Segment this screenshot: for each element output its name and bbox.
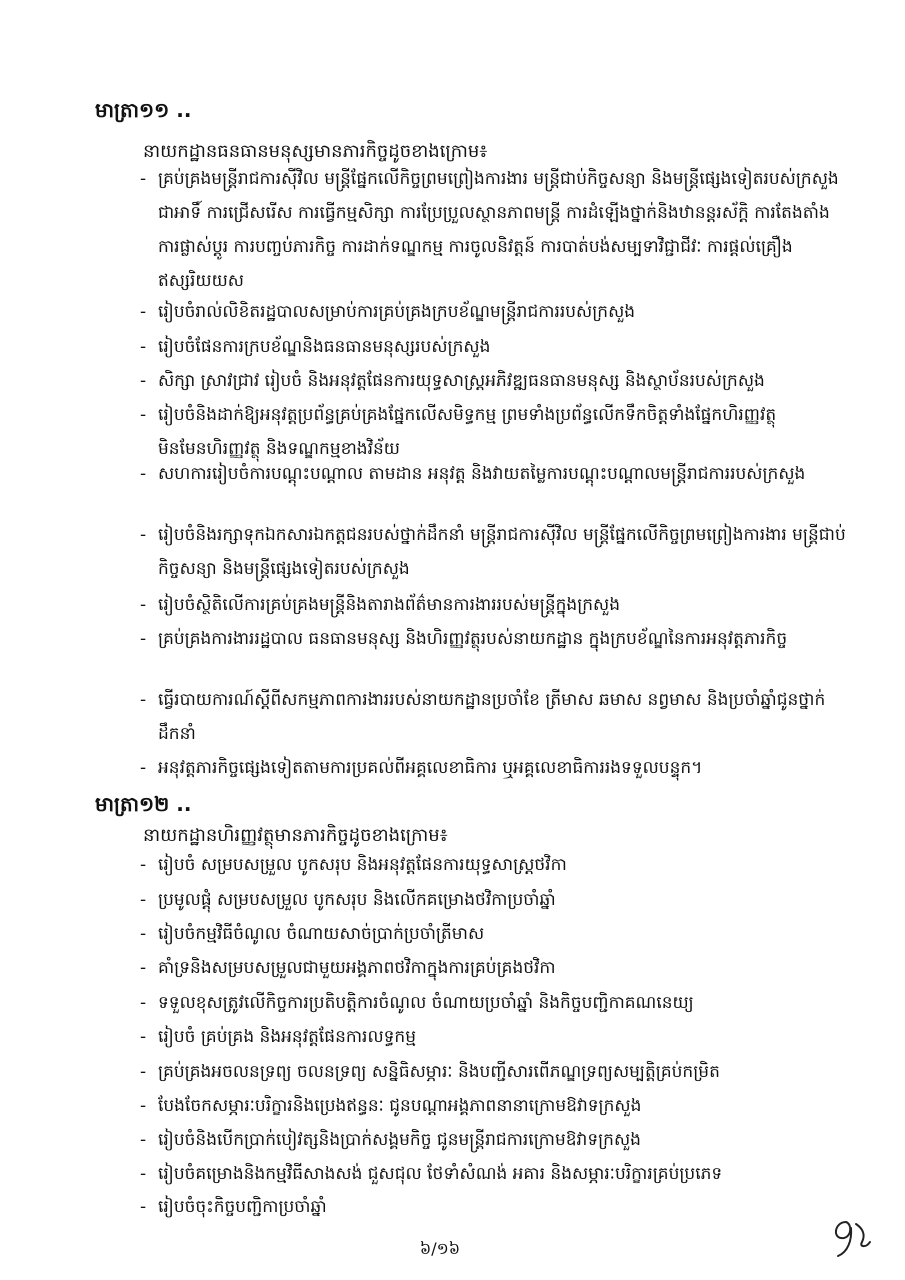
list-bullet: - xyxy=(140,1164,147,1184)
list-bullet: - xyxy=(140,1197,147,1217)
list-item-text: គ្រប់គ្រងអចលនទ្រព្យ ចលនទ្រព្យ សន្និធិសម្ភារៈ និងបញ្ជីសារពើភណ្ឌទ្រព្យសម្បត្តិគ្រប់កម្រិត xyxy=(158,1062,720,1082)
list-bullet: - xyxy=(140,924,147,944)
list-item-text: បែងចែកសម្ភារៈបរិក្ខារនិងប្រេងឥន្ធនៈ ជូនបណ្តាអង្គភាពនានាក្រោមឱវាទក្រសួង xyxy=(158,1096,642,1116)
list-item-text: រៀបចំ គ្រប់គ្រង និងអនុវត្តផែនការលទ្ធកម្ម xyxy=(158,1027,417,1047)
article-11-item-9 xyxy=(140,622,850,690)
list-item-text: គ្រប់គ្រងការងាររដ្ឋបាល ធនធានមនុស្ស និងហិរញ្ញវត្ថុរបស់នាយកដ្ឋាន ក្នុងក្របខ័ណ្ឌនៃការអនុវត្តភារកិច្ច xyxy=(158,629,788,649)
article-11-item-3 xyxy=(140,330,850,364)
list-item-text: រៀបចំនិងរក្សាទុកឯកសារឯកត្តជនរបស់ថ្នាក់ដឹកនាំ មន្ត្រីរាជការស៊ីវិល មន្ត្រីផ្នែកលើកិច្ចព្រមព្រៀងការងារ មន្ត្រីជាប់កិច្ចសន្យា និងមន្ត្រីផ្សេងទៀតរបស់ក្រសួង xyxy=(158,525,846,579)
article-12-item-3 xyxy=(140,917,850,951)
article-12-intro: នាយកដ្ឋានហិរញ្ញវត្ថុមានភារកិច្ចដូចខាងក្រោម៖ xyxy=(143,825,448,846)
list-item-text: រៀបចំស្ថិតិលើការគ្រប់គ្រងមន្ត្រីនិងតារាងព័ត៌មានការងាររបស់មន្ត្រីក្នុងក្រសួង xyxy=(158,595,621,615)
list-bullet: - xyxy=(140,595,147,615)
list-bullet: - xyxy=(140,371,147,391)
list-bullet: - xyxy=(140,337,147,357)
list-item-text: ធ្វើរបាយការណ៍ស្តីពីសកម្មភាពការងាររបស់នាយកដ្ឋានប្រចាំខែ ត្រីមាស ឆមាស នព្វមាស និងប្រចាំឆ្នាំជូនថ្នាក់ដឹកនាំ xyxy=(158,690,826,744)
list-item-text: រៀបចំរាល់លិខិតរដ្ឋបាលសម្រាប់ការគ្រប់គ្រងក្របខ័ណ្ឌមន្ត្រីរាជការរបស់ក្រសួង xyxy=(158,302,636,322)
list-bullet: - xyxy=(140,525,147,545)
list-bullet: - xyxy=(140,1130,147,1150)
list-bullet: - xyxy=(140,405,147,425)
initials-signature xyxy=(826,1214,878,1260)
list-bullet: - xyxy=(140,464,147,484)
list-bullet: - xyxy=(140,302,147,322)
article-12-heading: មាត្រា១២ .. xyxy=(95,792,192,816)
list-item-text: ប្រមូលផ្តុំ សម្របសម្រួល បូកសរុប និងលើកគម្រោងថវិកាប្រចាំឆ្នាំ xyxy=(158,890,556,910)
list-item-text: សិក្សា ស្រាវជ្រាវ រៀបចំ និងអនុវត្តផែនការយុទ្ធសាស្ត្រអភិវឌ្ឍធនធានមនុស្ស និងស្ថាប័នរបស់ក្រសួង xyxy=(158,371,765,391)
article-11-intro: នាយកដ្ឋានធនធានមនុស្សមានភារកិច្ចដូចខាងក្រោម៖ xyxy=(143,141,488,162)
article-12-item-9 xyxy=(140,1123,850,1157)
list-bullet: - xyxy=(140,1096,147,1116)
list-bullet: - xyxy=(140,958,147,978)
list-item-text: គ្រប់គ្រងមន្ត្រីរាជការស៊ីវិល មន្ត្រីផ្នែកលើកិច្ចព្រមព្រៀងការងារ មន្ត្រីជាប់កិច្ចសន្យា និងមន្ត្រីផ្សេងទៀតរបស់ក្រសួង ជាអាទិ៍ ការជ្រើសរើស ការធ្វើកម្មសិក្សា ការប្រែប្រួលស្ថានភាពមន្ត្រី ការដំឡើងថ្នាក់និងឋានន្តរស័ក្តិ ការតែងតាំង ការផ្លាស់ប្តូរ ការបញ្ចប់ភារកិច្ច ការដាក់ទណ្ឌកម្ម ការចូលនិវត្តន៍ ការបាត់បង់សម្បទាវិជ្ជាជីវៈ ការផ្តល់គ្រឿងឥស្សរិយយស xyxy=(158,169,839,291)
list-bullet: - xyxy=(140,169,147,189)
article-11-heading: មាត្រា១១ .. xyxy=(95,98,192,122)
list-item-text: សហការរៀបចំការបណ្តុះបណ្តាល តាមដាន អនុវត្ត និងវាយតម្លៃការបណ្តុះបណ្តាលមន្ត្រីរាជការរបស់ក្រសួង xyxy=(158,464,806,484)
list-item-text: រៀបចំគម្រោងនិងកម្មវិធីសាងសង់ ជួសជុល ថែទាំសំណង់ អគារ និងសម្ភារៈបរិក្ខារគ្រប់ប្រភេទ xyxy=(158,1164,723,1184)
article-11-item-2 xyxy=(140,295,850,329)
article-12-item-11 xyxy=(140,1190,850,1224)
article-11-item-8 xyxy=(140,588,850,622)
article-11-item-10 xyxy=(140,683,850,751)
list-bullet: - xyxy=(140,629,147,649)
article-12-item-2 xyxy=(140,883,850,917)
page-number: ៦/១៦ xyxy=(419,1239,461,1258)
list-bullet: - xyxy=(140,993,147,1013)
list-item-text: គាំទ្រនិងសម្របសម្រួលជាមួយអង្គភាពថវិកាក្នុងការគ្រប់គ្រងថវិកា xyxy=(158,958,556,978)
list-bullet: - xyxy=(140,758,147,778)
list-bullet: - xyxy=(140,690,147,710)
article-11-item-4 xyxy=(140,364,850,398)
list-item-text: អនុវត្តភារកិច្ចផ្សេងទៀតតាមការប្រគល់ពីអគ្គលេខាធិការ ឬអគ្គលេខាធិការរងទទួលបន្ទុក។ xyxy=(158,758,703,778)
article-11-item-7 xyxy=(140,518,850,586)
list-bullet: - xyxy=(140,1027,147,1047)
article-11-item-5 xyxy=(140,398,850,466)
list-bullet: - xyxy=(140,890,147,910)
article-12-item-8 xyxy=(140,1089,850,1123)
article-12-item-1 xyxy=(140,848,850,882)
list-bullet: - xyxy=(140,855,147,875)
article-11-item-1 xyxy=(140,162,850,298)
list-item-text: ទទួលខុសត្រូវលើកិច្ចការប្រតិបត្តិការចំណូល ចំណាយប្រចាំឆ្នាំ និងកិច្ចបញ្ជិកាគណនេយ្យ xyxy=(158,993,694,1013)
list-item-text: រៀបចំនិងបើកប្រាក់បៀវត្សនិងប្រាក់សង្គមកិច្ច ជូនមន្ត្រីរាជការក្រោមឱវាទក្រសួង xyxy=(158,1130,641,1150)
article-11-item-11 xyxy=(140,751,850,785)
list-item-text: រៀបចំចុះកិច្ចបញ្ជិកាប្រចាំឆ្នាំ xyxy=(158,1197,327,1217)
list-item-text: រៀបចំកម្មវិធីចំណូល ចំណាយសាច់ប្រាក់ប្រចាំត្រីមាស xyxy=(158,924,485,944)
list-item-text: រៀបចំនិងដាក់ឱ្យអនុវត្តប្រព័ន្ធគ្រប់គ្រងផ្នែកលើសមិទ្ធកម្ម ព្រមទាំងប្រព័ន្ធលើកទឹកចិត្តទាំងផ្នែកហិរញ្ញវត្ថុ មិនមែនហិរញ្ញវត្ថុ និងទណ្ឌកម្មខាងវិន័យ xyxy=(158,405,777,459)
article-12-item-5 xyxy=(140,986,850,1020)
article-12-item-4 xyxy=(140,951,850,985)
list-item-text: រៀបចំផែនការក្របខ័ណ្ឌនិងធនធានមនុស្សរបស់ក្រសួង xyxy=(158,337,491,357)
list-item-text: រៀបចំ សម្របសម្រួល បូកសរុប និងអនុវត្តផែនការយុទ្ធសាស្ត្រថវិកា xyxy=(158,855,567,875)
list-bullet: - xyxy=(140,1062,147,1082)
article-12-item-10 xyxy=(140,1157,850,1191)
article-11-item-6 xyxy=(140,457,850,525)
article-12-item-6 xyxy=(140,1020,850,1054)
article-12-item-7 xyxy=(140,1055,850,1089)
